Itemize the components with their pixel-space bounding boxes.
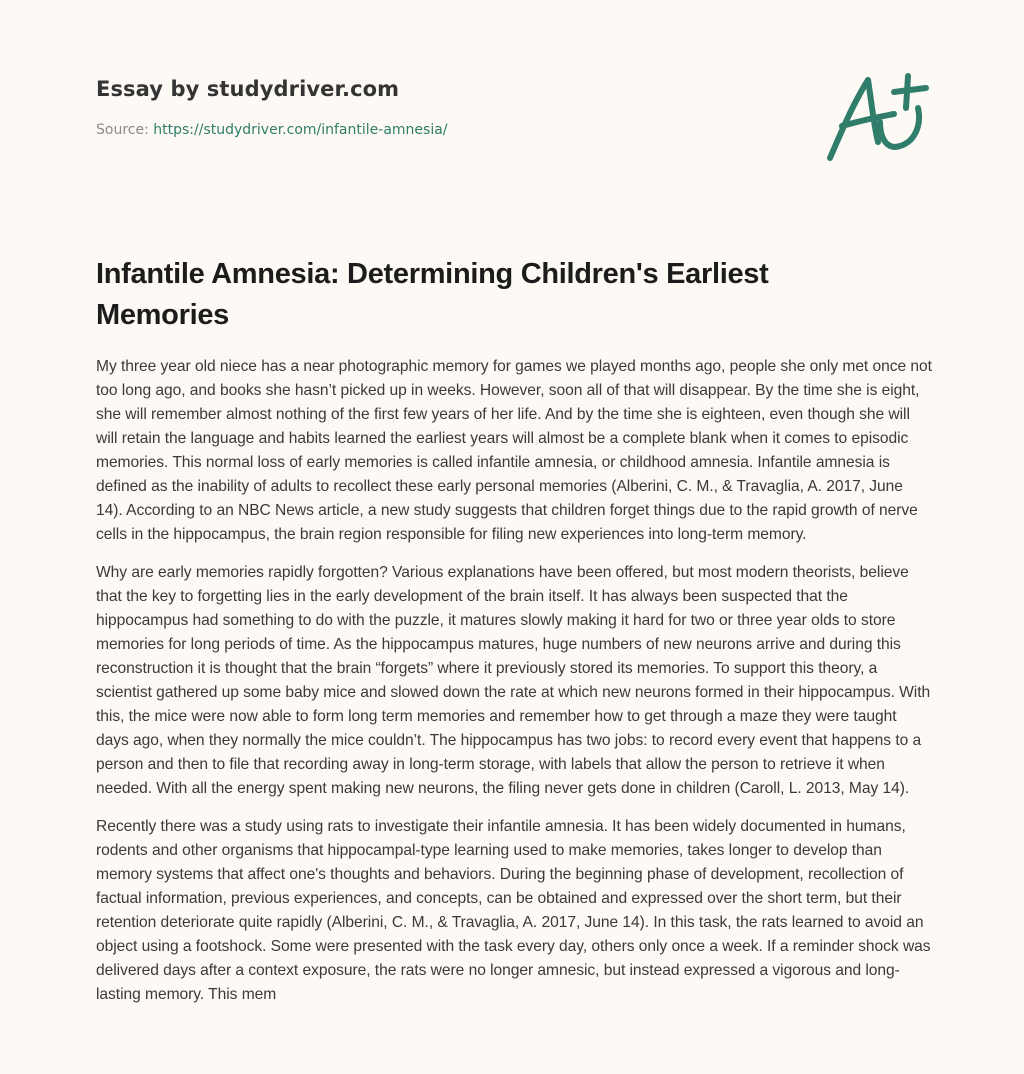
article-body xyxy=(96,355,932,1021)
source-line xyxy=(96,120,926,140)
paragraph: Recently there was a study using rats to investigate their infantile amnesia. It has been widely documented in humans, rodents and other organisms that hippocampal-type learning used to make memories, takes longer to develop than memory systems that affect one's thoughts and behaviors. During the beginning phase of development, recollection of factual information, previous experiences, and concepts, can be obtained and expressed over the short term, but their retention deteriorate quite rapidly (Alberini, C. M., & Travaglia, A. 2017, June 14). In this task, the rats learned to avoid an object using a footshock. Some were presented with the task every day, others only once a week. If a reminder shock was delivered days after a context exposure, the rats were no longer amnesic, but instead expressed a vigorous and long-lasting memory. This mem xyxy=(96,818,931,1003)
source-label: Source: xyxy=(96,122,154,138)
source-link[interactable]: https://studydriver.com/infantile-amnesia/ xyxy=(153,122,448,138)
paragraph: My three year old niece has a near photographic memory for games we played months ago, people she only met once not too long ago, and books she hasn’t picked up in weeks. However, soon all of that will disappear. By the time she is eight, she will remember almost nothing of the first few years of her life. And by the time she is eighteen, even though she will will retain the language and habits learned the earliest years will almost be a complete blank when it comes to episodic memories. This normal loss of early memories is called infantile amnesia, or childhood amnesia. Infantile amnesia is defined as the inability of adults to recollect these early personal memories (Alberini, C. M., & Travaglia, A. 2017, June 14). According to an NBC News article, a new study suggests that children forget things due to the rapid growth of nerve cells in the hippocampus, the brain region responsible for filing new experiences into long-term memory. xyxy=(96,358,932,543)
a-plus-grade-icon xyxy=(822,70,932,166)
brand-title: Essay by studydriver.com xyxy=(96,77,400,101)
article-title: Infantile Amnesia: Determining Children's Earliest Memories xyxy=(96,258,769,331)
page-header xyxy=(96,74,926,140)
paragraph: Why are early memories rapidly forgotten? Various explanations have been offered, but most modern theorists, believe that the key to forgetting lies in the early development of the brain itself. It has always been suspected that the hippocampus had something to do with the puzzle, it matures slowly making it hard for two or three year olds to store memories for long periods of time. As the hippocampus matures, huge numbers of new neurons arrive and during this reconstruction it is thought that the brain “forgets” where it previously stored its memories. To support this theory, a scientist gathered up some baby mice and slowed down the rate at which new neurons formed in their hippocampus. With this, the mice were now able to form long term memories and remember how to get through a maze they were taught days ago, when they normally the mice couldn’t. The hippocampus has two jobs: to record every event that happens to a person and then to file that recording away in long-term storage, with labels that allow the person to retrieve it when needed. With all the energy spent making new neurons, the filing never gets done in children (Caroll, L. 2013, May 14). xyxy=(96,564,931,797)
